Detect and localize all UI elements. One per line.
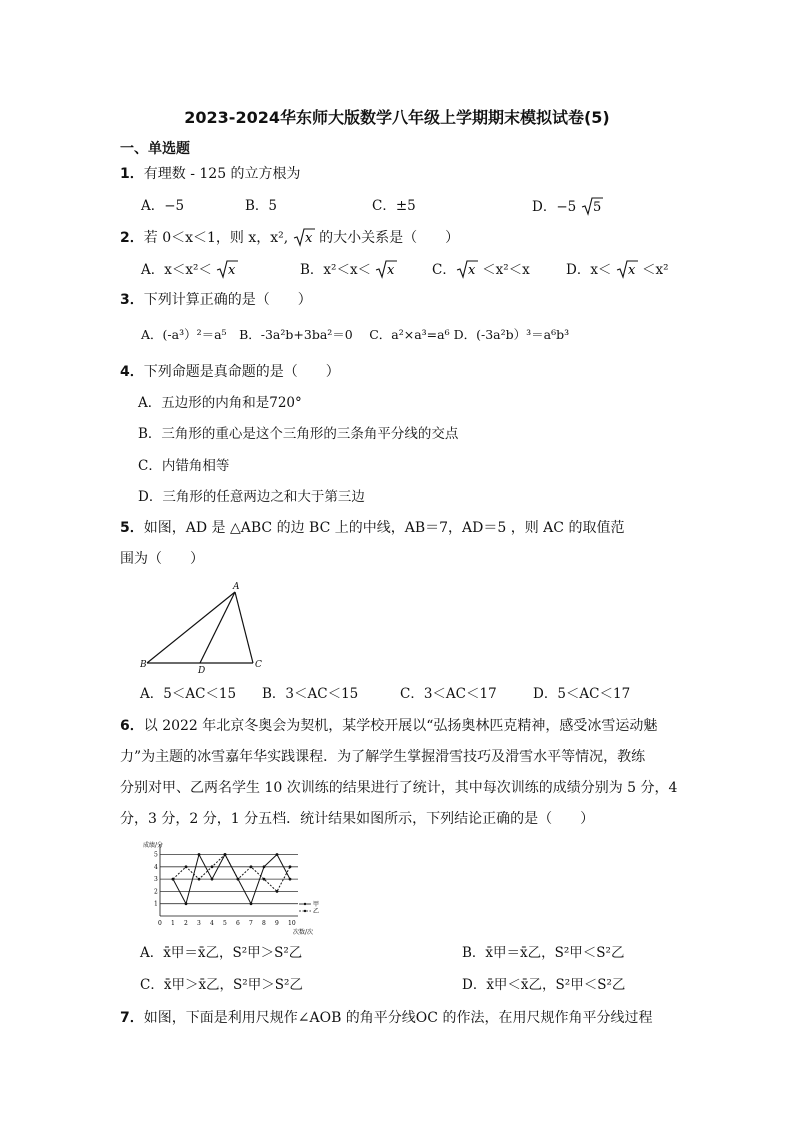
label-b: B <box>140 660 147 670</box>
question-6-line2: 力”为主题的冰雪嘉年华实践课程．为了解学生掌握滑雪技巧及滑雪水平等情况，教练 <box>120 749 646 765</box>
option-a: A．5＜AC＜15 <box>140 686 237 702</box>
option-d-text: D．−5 <box>532 199 577 215</box>
x-tick-label: 2 <box>184 920 188 927</box>
question-stem: 下列命题是真命题的是（ ） <box>143 364 340 380</box>
question-number: 5． <box>120 520 144 536</box>
data-point <box>250 902 253 905</box>
data-point <box>211 878 214 881</box>
question-number: 4． <box>120 364 144 380</box>
legend-marker <box>304 910 306 912</box>
data-point <box>250 865 253 868</box>
question-number: 6． <box>120 718 144 734</box>
sqrt-sign-icon <box>616 259 638 279</box>
option-c-text: C． <box>432 262 456 278</box>
x-tick-label: 5 <box>223 920 227 927</box>
median-ad <box>200 592 235 663</box>
label-d: D <box>198 666 206 675</box>
option-c: C．内错角相等 <box>138 458 230 474</box>
option-c <box>432 259 530 280</box>
data-point <box>198 878 201 881</box>
question-5-line2: 围为（ ） <box>120 551 204 567</box>
data-point <box>185 902 188 905</box>
option-a: A．−5 <box>141 198 185 214</box>
question-4 <box>120 362 340 382</box>
x-tick-label: 4 <box>210 920 214 927</box>
y-tick-label: 1 <box>154 900 158 908</box>
question-number: 7． <box>120 1010 144 1026</box>
y-tick-label: 2 <box>154 888 158 896</box>
radicand: x <box>304 231 313 246</box>
section-heading: 一、单选题 <box>120 141 190 157</box>
option-b <box>300 259 397 280</box>
x-tick-label: 3 <box>197 920 201 927</box>
option-c: C．±5 <box>372 198 416 214</box>
option-d: D．x̄甲＜x̄乙，S²甲＜S²乙 <box>462 977 626 993</box>
radicand: x <box>627 263 636 278</box>
option-d: D．三角形的任意两边之和大于第三边 <box>138 489 365 505</box>
data-point <box>263 865 266 868</box>
question-stem: 下列计算正确的是（ ） <box>143 292 312 308</box>
option-a: A．五边形的内角和是720° <box>138 395 302 411</box>
x-tick-label: 9 <box>275 920 279 927</box>
sqrt-sign-icon <box>293 227 315 247</box>
x-tick-label: 6 <box>236 920 240 927</box>
x-axis-label: 次数/次 <box>293 929 314 936</box>
x-tick-label: 10 <box>288 920 296 927</box>
radicand: 5 <box>592 200 601 215</box>
option-b: B．3＜AC＜15 <box>262 686 359 702</box>
question-1 <box>120 164 301 184</box>
question-number: 1． <box>120 166 144 182</box>
y-tick-label: 3 <box>154 876 158 884</box>
triangle-figure <box>140 580 270 675</box>
option-d-text: D．x＜ <box>566 262 616 278</box>
option-c-text-end: ＜x²＜x <box>477 262 530 278</box>
data-point <box>172 878 175 881</box>
data-point <box>276 890 279 893</box>
radicand: x <box>387 263 395 278</box>
y-tick-label: 4 <box>154 863 158 871</box>
question-2 <box>120 227 459 248</box>
sqrt-sign-icon <box>456 259 478 279</box>
x-tick-label: 1 <box>171 920 175 927</box>
question-number: 3． <box>120 292 144 308</box>
legend-label: 乙 <box>313 908 320 915</box>
option-c: C．x̄甲＞x̄乙，S²甲＞S²乙 <box>140 977 303 993</box>
option-a: A．x̄甲＝x̄乙，S²甲＞S²乙 <box>140 945 303 961</box>
question-3 <box>120 290 312 310</box>
x-tick-label: 0 <box>158 920 162 927</box>
options-line: A．(-a³）²＝a⁵ B．-3a²b+3ba²＝0 C．a²×a³=a⁶ D．(-3a²b）³＝a⁶b³ <box>141 327 570 342</box>
score-line-chart <box>143 840 343 936</box>
page-title: 2023-2024华东师大版数学八年级上学期期末模拟试卷(5) <box>184 108 610 127</box>
data-point <box>289 878 292 881</box>
question-6-line3: 分别对甲、乙两名学生 10 次训练的结果进行了统计，其中每次训练的成绩分别为 5 分，4 <box>120 780 678 796</box>
side-ab <box>147 592 235 663</box>
option-b: B．5 <box>245 198 278 214</box>
sqrt-sign-icon <box>581 196 603 216</box>
question-7 <box>120 1008 652 1028</box>
y-tick-label: 5 <box>154 851 158 859</box>
option-b-text: B．x²＜x＜ <box>300 262 376 278</box>
option-d: D．5＜AC＜17 <box>533 686 631 702</box>
option-a <box>141 259 238 280</box>
radicand: x <box>467 263 476 278</box>
question-5 <box>120 518 624 538</box>
sqrt-sign-icon <box>216 259 238 279</box>
legend-label: 甲 <box>313 901 320 908</box>
data-point <box>276 853 279 856</box>
option-d-text-end: ＜x² <box>637 262 669 278</box>
x-tick-label: 7 <box>249 920 253 927</box>
data-point <box>237 878 240 881</box>
question-6 <box>120 716 657 736</box>
question-stem: 以 2022 年北京冬奥会为契机，某学校开展以“弘扬奥林匹克精神，感受冰雪运动魅 <box>143 718 658 734</box>
option-b: B．x̄甲＝x̄乙，S²甲＜S²乙 <box>462 945 625 961</box>
data-point <box>198 853 201 856</box>
data-point <box>185 865 188 868</box>
y-axis-label: 成绩/分 <box>143 842 164 849</box>
label-a: A <box>233 582 240 592</box>
data-point <box>211 865 214 868</box>
question-stem-end: 的大小关系是（ ） <box>314 230 460 246</box>
radicand: x <box>228 263 236 278</box>
legend-marker <box>304 903 306 905</box>
data-point <box>224 853 227 856</box>
sqrt-sign-icon <box>375 259 397 279</box>
question-stem: 有理数 - 125 的立方根为 <box>143 166 301 182</box>
side-ac <box>235 592 253 663</box>
option-c: C．3＜AC＜17 <box>400 686 497 702</box>
data-point <box>289 865 292 868</box>
question-stem: 若 0＜x＜1，则 x，x², <box>143 230 293 246</box>
x-tick-label: 8 <box>262 920 266 927</box>
question-stem: 如图，AD 是 △ABC 的边 BC 上的中线，AB＝7，AD＝5 ，则 AC 的取值范 <box>143 520 625 536</box>
option-b: B．三角形的重心是这个三角形的三条角平分线的交点 <box>138 426 459 442</box>
question-6-line4: 分，3 分，2 分，1 分五档．统计结果如图所示，下列结论正确的是（ ） <box>120 811 595 827</box>
option-d <box>566 259 669 280</box>
data-point <box>263 878 266 881</box>
option-d <box>532 196 603 217</box>
question-number: 2． <box>120 230 144 246</box>
option-a-text: A．x＜x²＜ <box>141 262 217 278</box>
label-c: C <box>255 660 262 670</box>
question-stem: 如图，下面是利用尺规作∠AOB 的角平分线OC 的作法，在用尺规作角平分线过程 <box>143 1010 653 1026</box>
